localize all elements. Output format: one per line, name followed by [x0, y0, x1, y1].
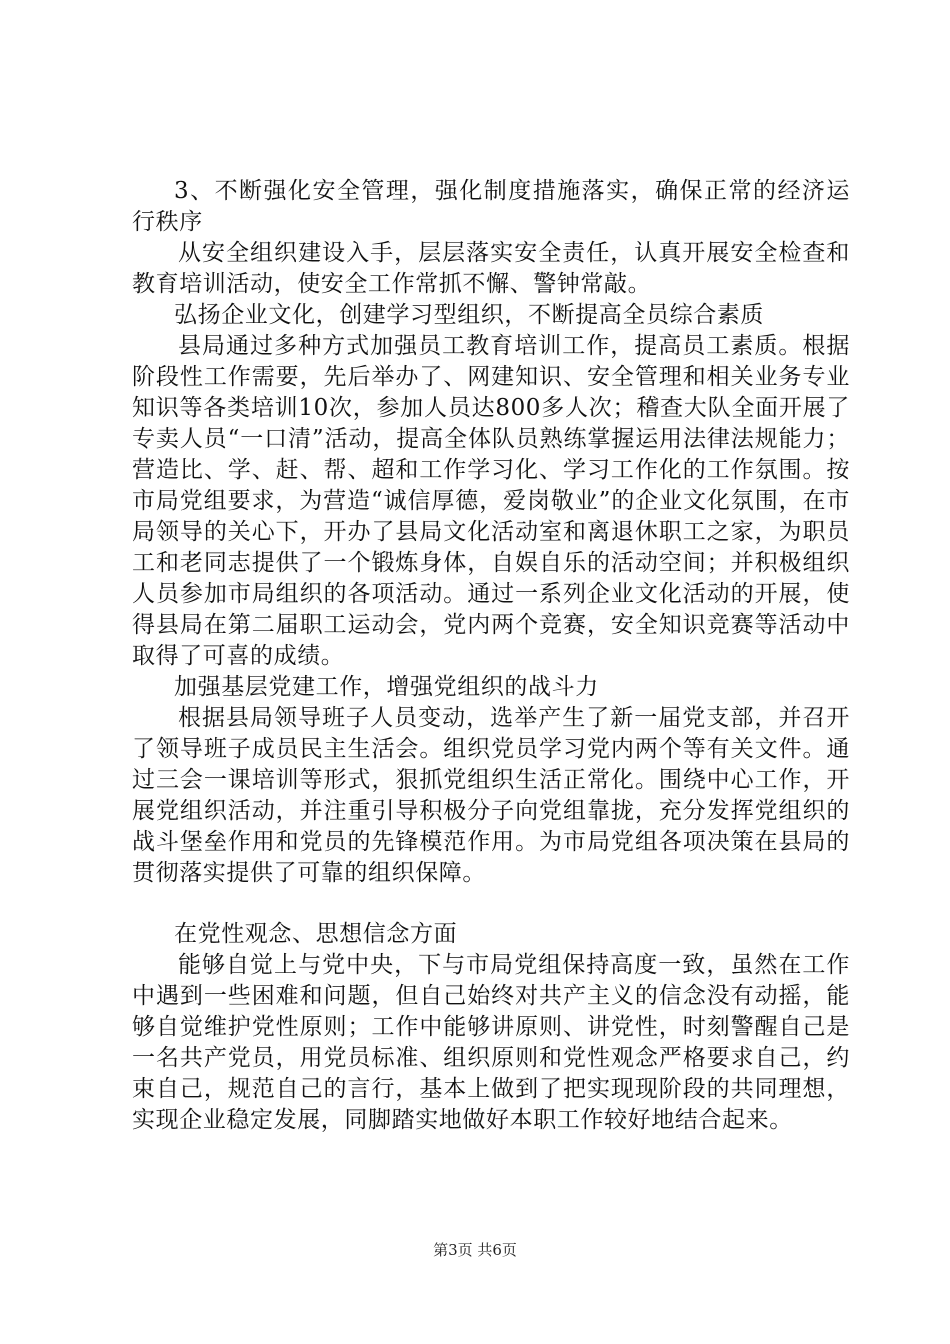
paragraph-culture: 县局通过多种方式加强员工教育培训工作，提高员工素质。根据阶段性工作需要，先后举办了、网建知识、安全管理和相关业务专业知识等各类培训10次，参加人员达800多人次；稽查大队全面开展了专卖人员“一口清”活动，提高全体队员熟练掌握运用法律法规能力；营造比、学、赶、帮、超和工作学习化、学习工作化的工作氛围。按市局党组要求，为营造“诚信厚德，爱岗敬业”的企业文化氛围，在市局领导的关心下，开办了县局文化活动室和离退休职工之家，为职员工和老同志提供了一个锻炼身体，自娱自乐的活动空间；并积极组织人员参加市局组织的各项活动。通过一系列企业文化活动的开展，使得县局在第二届职工运动会，党内两个竞赛，安全知识竞赛等活动中取得了可喜的成绩。 [132, 333, 850, 669]
section-heading-culture: 弘扬企业文化，创建学习型组织，不断提高全员综合素质 [174, 302, 764, 328]
section-heading-party-spirit: 在党性观念、思想信念方面 [174, 921, 458, 947]
paragraph-safety: 从安全组织建设入手，层层落实安全责任，认真开展安全检查和教育培训活动，使安全工作常抓不懈、警钟常敲。 [132, 240, 850, 297]
document-body [132, 176, 850, 1136]
section-heading-safety: 3、不断强化安全管理，强化制度措施落实，确保正常的经济运行秩序 [132, 178, 850, 235]
section-heading-party-building: 加强基层党建工作，增强党组织的战斗力 [174, 674, 599, 700]
page-number-footer: 第3页 共6页 [433, 1241, 517, 1259]
paragraph-party-spirit: 能够自觉上与党中央，下与市局党组保持高度一致，虽然在工作中遇到一些困难和问题，但自己始终对共产主义的信念没有动摇，能够自觉维护党性原则；工作中能够讲原则、讲党性，时刻警醒自己是一名共产党员，用党员标准、组织原则和党性观念严格要求自己，约束自己，规范自己的言行，基本上做到了把实现现阶段的共同理想，实现企业稳定发展，同脚踏实地做好本职工作较好地结合起来。 [132, 952, 850, 1133]
paragraph-party-building: 根据县局领导班子人员变动，选举产生了新一届党支部，并召开了领导班子成员民主生活会。组织党员学习党内两个等有关文件。通过三会一课培训等形式，狠抓党组织生活正常化。围绕中心工作，开展党组织活动，并注重引导积极分子向党组靠拢，充分发挥党组织的战斗堡垒作用和党员的先锋模范作用。为市局党组各项决策在县局的贯彻落实提供了可靠的组织保障。 [132, 705, 850, 886]
paragraph-spacer [132, 889, 850, 919]
